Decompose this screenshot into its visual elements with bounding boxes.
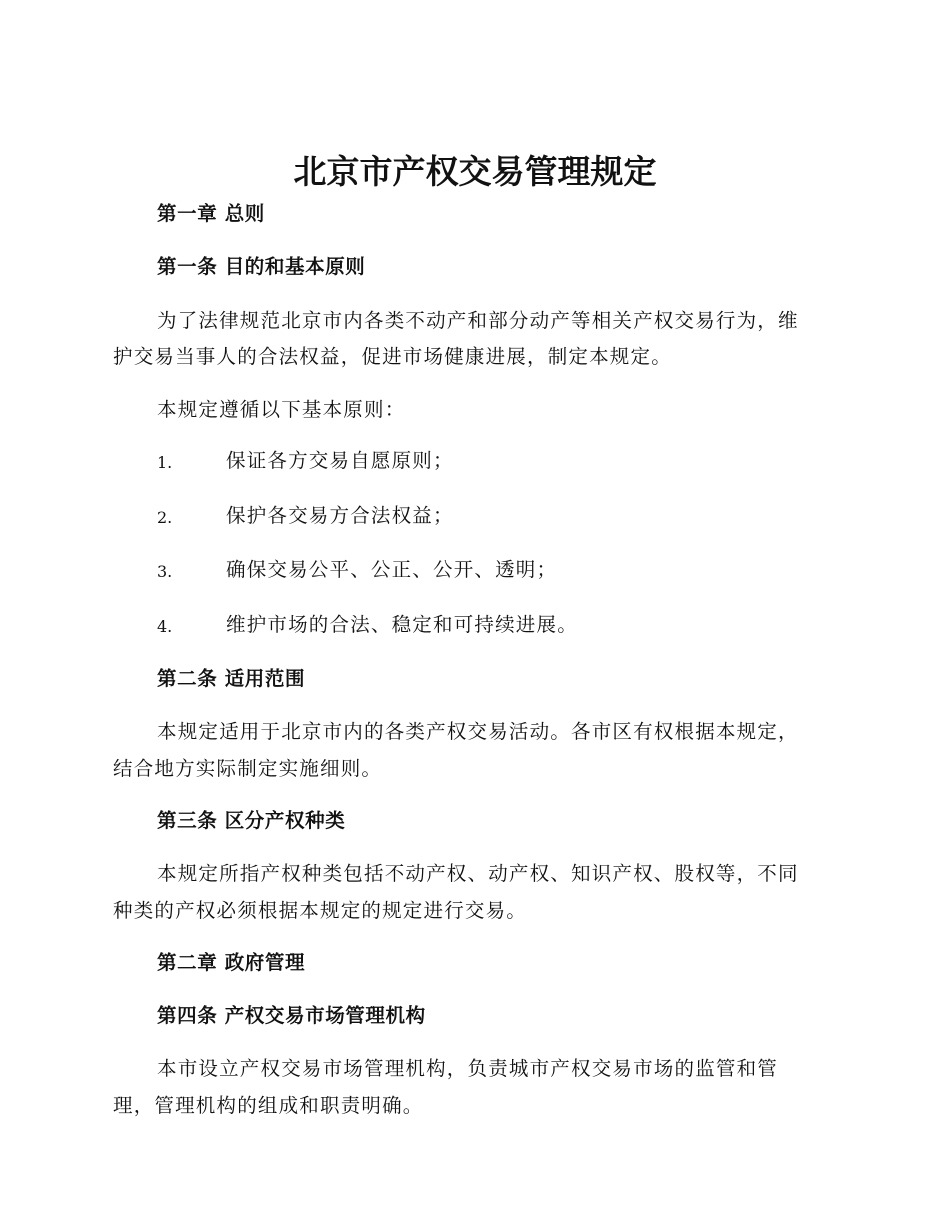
list-item-text: 维护市场的合法、稳定和可持续进展。 bbox=[226, 613, 578, 636]
article-1-paragraph-line: 护交易当事人的合法权益，促进市场健康进展，制定本规定。 bbox=[113, 345, 672, 368]
chapter-2-heading: 第二章 政府管理 bbox=[157, 951, 306, 974]
list-item-number: 3. bbox=[157, 562, 173, 581]
article-1-paragraph-line: 为了法律规范北京市内各类不动产和部分动产等相关产权交易行为，维 bbox=[157, 309, 799, 332]
list-item-number: 2. bbox=[157, 508, 173, 527]
chapter-1-heading: 第一章 总则 bbox=[157, 202, 265, 225]
article-3-heading: 第三条 区分产权种类 bbox=[157, 809, 346, 832]
article-2-heading: 第二条 适用范围 bbox=[157, 667, 306, 690]
list-item-text: 保护各交易方合法权益； bbox=[226, 504, 454, 527]
article-1-heading: 第一条 目的和基本原则 bbox=[157, 255, 366, 278]
article-4-heading: 第四条 产权交易市场管理机构 bbox=[157, 1004, 426, 1027]
list-item-number: 4. bbox=[157, 617, 173, 636]
article-3-paragraph-line: 种类的产权必须根据本规定的规定进行交易。 bbox=[113, 899, 528, 922]
document-title: 北京市产权交易管理规定 bbox=[293, 152, 657, 191]
list-item-number: 1. bbox=[157, 453, 173, 472]
article-2-paragraph-line: 结合地方实际制定实施细则。 bbox=[113, 757, 383, 780]
list-item-text: 确保交易公平、公正、公开、透明； bbox=[226, 558, 558, 581]
article-1-principles-intro: 本规定遵循以下基本原则： bbox=[157, 398, 406, 421]
article-2-paragraph-line: 本规定适用于北京市内的各类产权交易活动。各市区有权根据本规定， bbox=[157, 720, 799, 743]
article-3-paragraph-line: 本规定所指产权种类包括不动产权、动产权、知识产权、股权等，不同 bbox=[157, 862, 799, 885]
article-4-paragraph-line: 理，管理机构的组成和职责明确。 bbox=[113, 1094, 424, 1117]
article-4-paragraph-line: 本市设立产权交易市场管理机构，负责城市产权交易市场的监管和管 bbox=[157, 1057, 779, 1080]
list-item-text: 保证各方交易自愿原则； bbox=[226, 449, 454, 472]
